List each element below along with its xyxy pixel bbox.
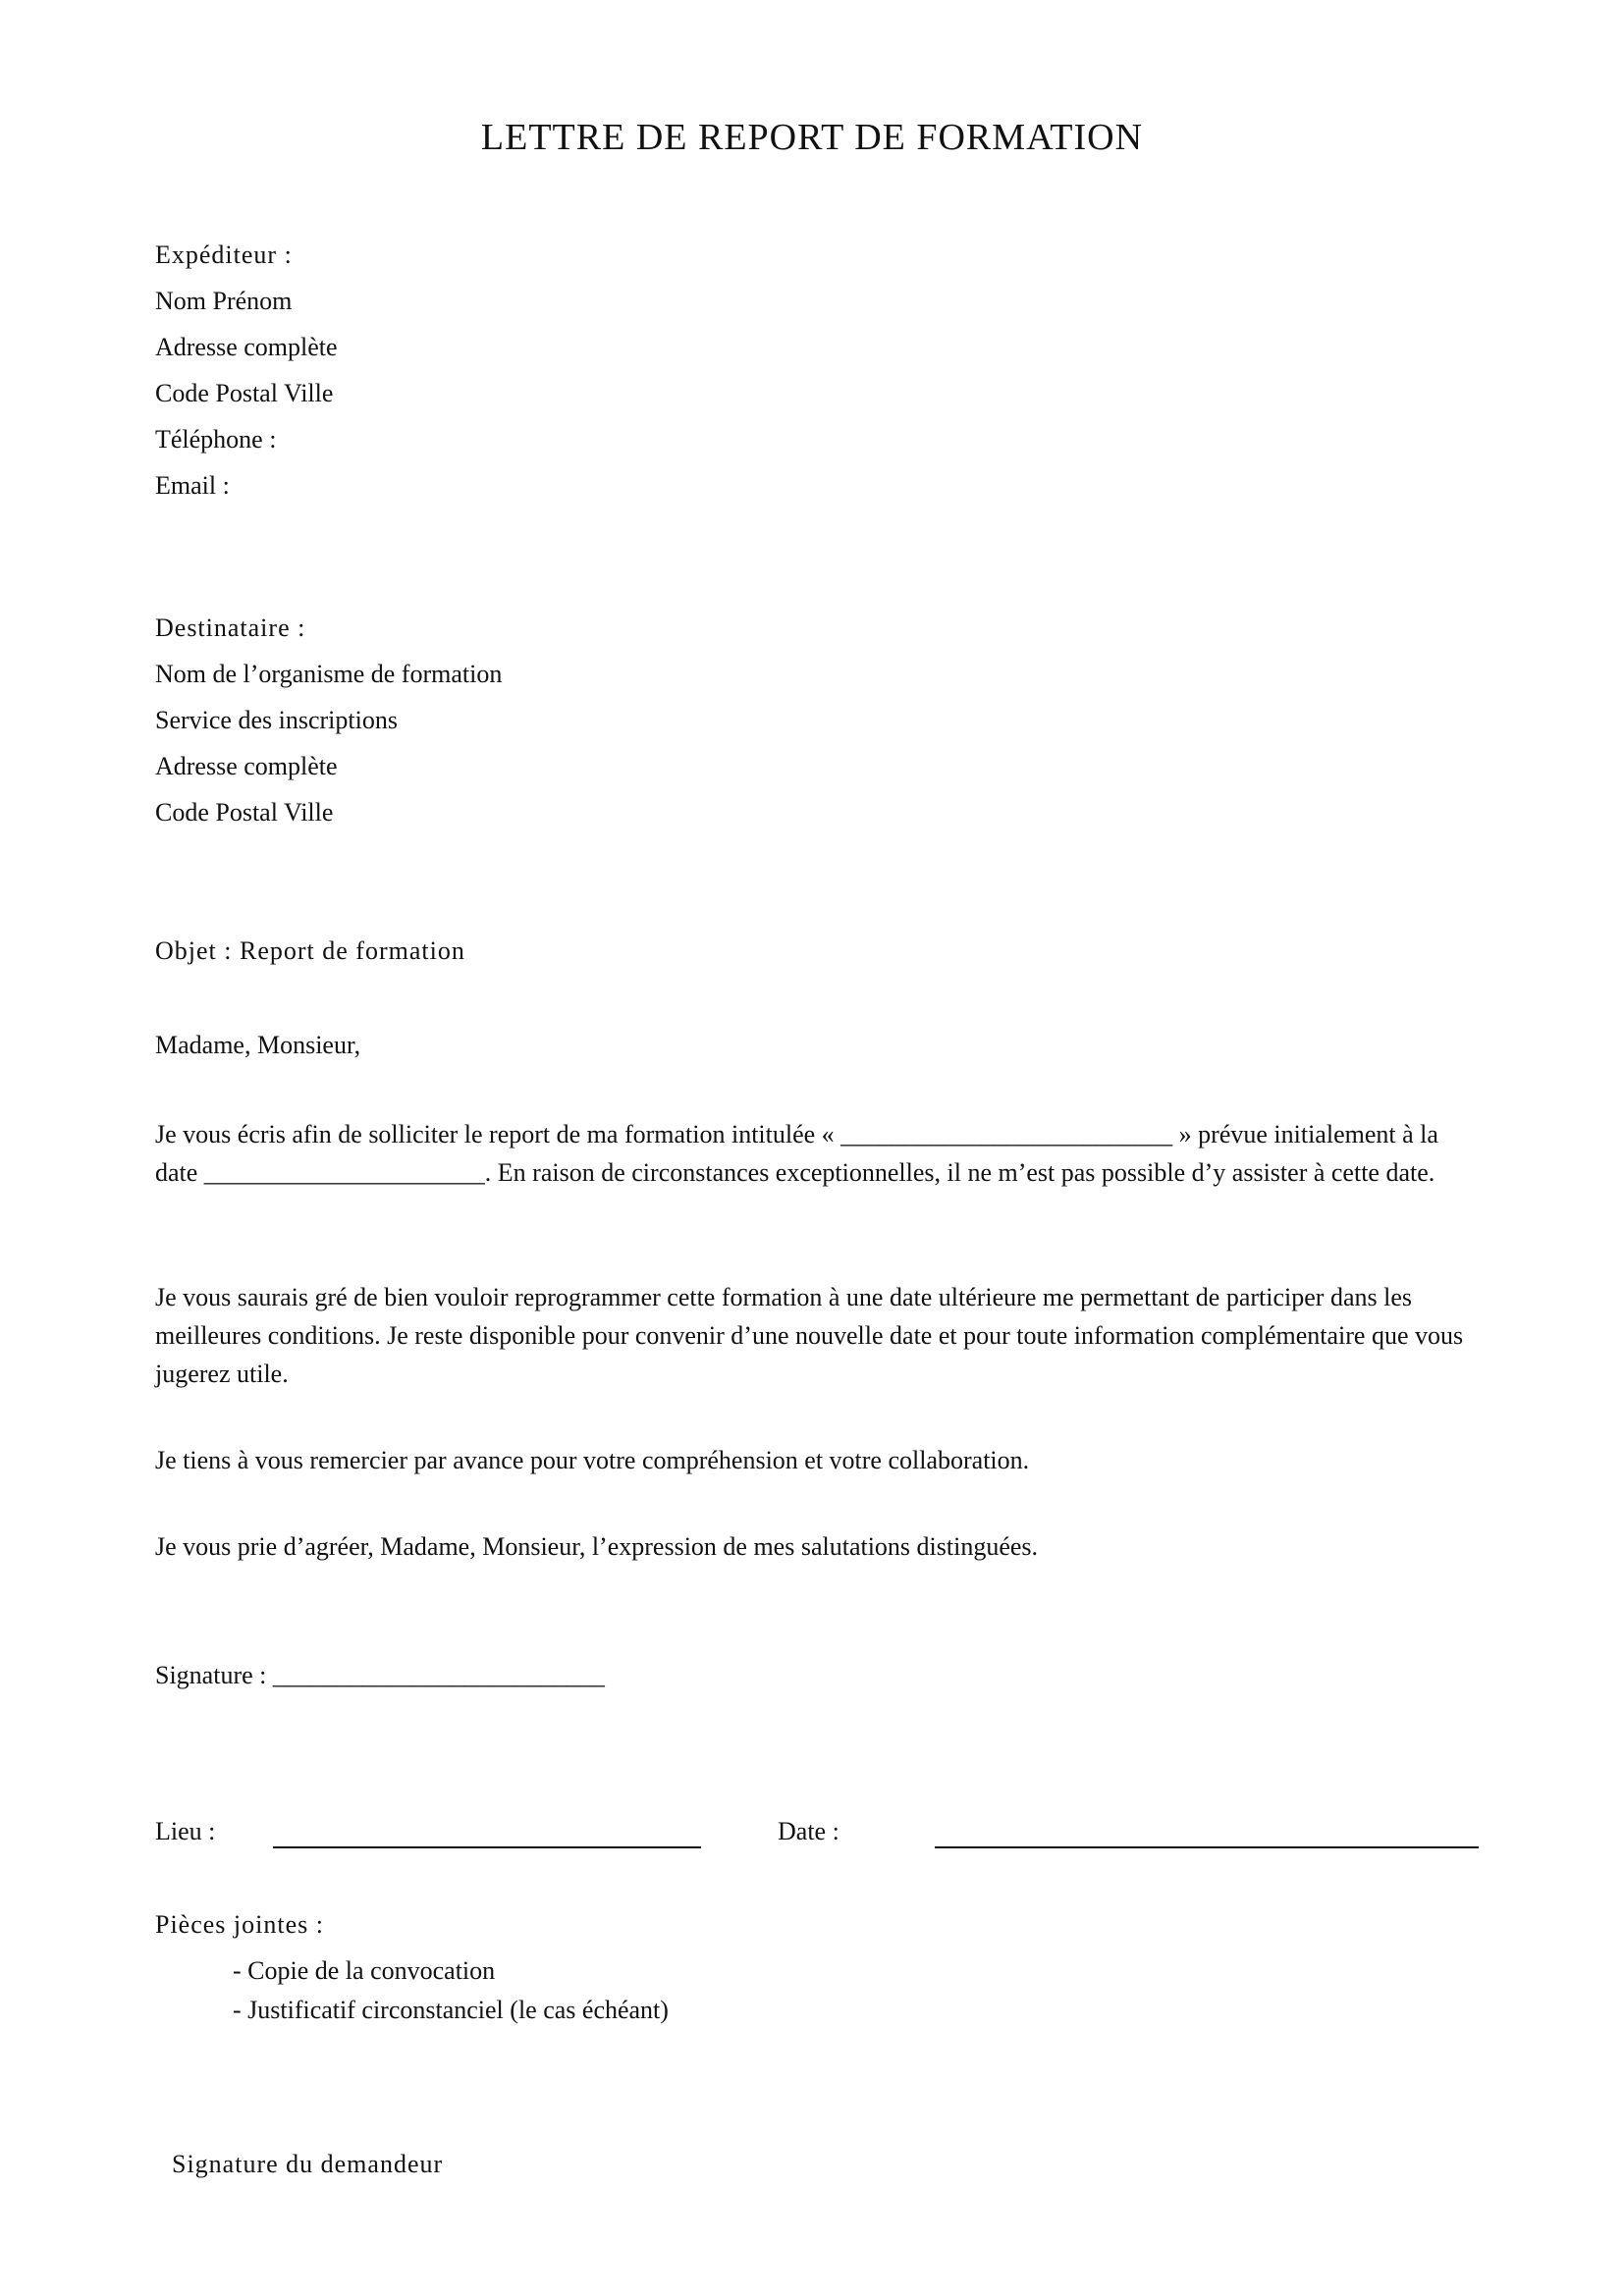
paragraph-text: Je vous écris afin de solliciter le report de ma formation intitulée « __________________________ » prévue initialement à la date ______________________. En raison de circonstances exceptionnelles, il ne m’est pas possible d’y assister à cette date. xyxy=(155,1120,1438,1187)
recipient-line: Code Postal Ville xyxy=(155,798,334,827)
date-input-line[interactable] xyxy=(935,1846,1479,1848)
attachments-label: Pièces jointes : xyxy=(155,1910,324,1939)
place-input-line[interactable] xyxy=(273,1846,701,1848)
recipient-line: Adresse complète xyxy=(155,752,338,780)
footer-signature-label: Signature du demandeur xyxy=(172,2150,444,2178)
sender-line: Téléphone : xyxy=(155,425,277,454)
body-paragraph xyxy=(155,1527,1471,1566)
recipient-label: Destinataire : xyxy=(155,614,306,642)
body-paragraph xyxy=(155,1115,1471,1192)
place-label: Lieu : xyxy=(155,1817,216,1845)
paragraph-text: Je vous prie d’agréer, Madame, Monsieur, l’expression de mes salutations distinguées. xyxy=(155,1532,1039,1561)
sender-line: Adresse complète xyxy=(155,333,338,361)
sender-block xyxy=(155,232,338,508)
salutation: Madame, Monsieur, xyxy=(155,1031,361,1059)
recipient-line: Nom de l’organisme de formation xyxy=(155,660,503,688)
document-title: LETTRE DE REPORT DE FORMATION xyxy=(480,117,1144,158)
signature-line: Signature : __________________________ xyxy=(155,1661,605,1689)
date-label: Date : xyxy=(778,1817,839,1845)
subject-line: Objet : Report de formation xyxy=(155,936,465,965)
recipient-line: Service des inscriptions xyxy=(155,706,398,734)
sender-line: Email : xyxy=(155,471,230,500)
body-paragraph xyxy=(155,1278,1471,1393)
paragraph-text: Je vous saurais gré de bien vouloir reprogrammer cette formation à une date ultérieure me permettant de participer dans les meilleures conditions. Je reste disponible pour convenir d’une nouvelle date et pour toute information complémentaire que vous jugerez utile. xyxy=(155,1283,1464,1388)
body-paragraph xyxy=(155,1441,1471,1479)
sender-line: Code Postal Ville xyxy=(155,379,334,407)
paragraph-text: Je tiens à vous remercier par avance pour votre compréhension et votre collaboration. xyxy=(155,1446,1030,1474)
attachment-item: - Copie de la convocation xyxy=(233,1956,496,1985)
sender-label: Expéditeur : xyxy=(155,240,293,269)
attachment-item: - Justificatif circonstanciel (le cas échéant) xyxy=(233,1996,669,2024)
recipient-block xyxy=(155,605,502,835)
sender-line: Nom Prénom xyxy=(155,287,293,315)
